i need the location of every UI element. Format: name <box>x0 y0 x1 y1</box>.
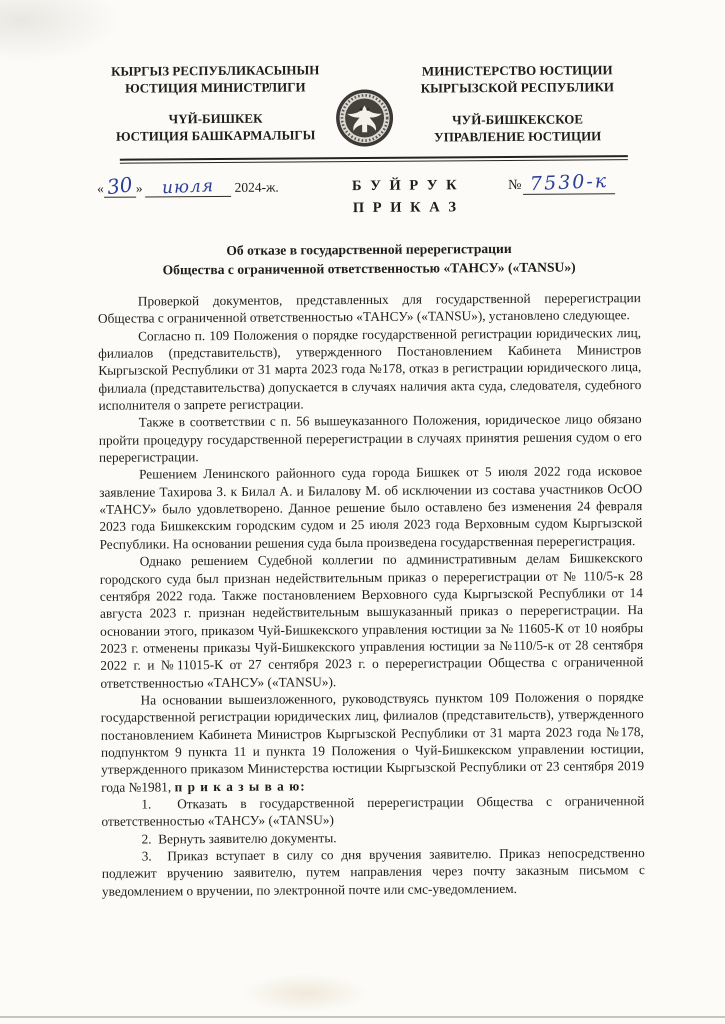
order-item-text: Приказ вступает в силу со дня вручения заявителю. Приказ непосредственно подлежит вручению заявителю, путем направления через почту заказным письмом с уведомлением о вручении, по электронной почте или смс-уведомлением. <box>101 845 645 899</box>
office-name-russian-line2: УПРАВЛЕНИЕ ЮСТИЦИИ <box>434 127 602 144</box>
order-item-text: Вернуть заявителю документы. <box>158 829 337 847</box>
date-year: 2024-ж. <box>234 179 279 195</box>
date-open-quote: « <box>97 180 104 196</box>
order-number-field <box>508 171 640 195</box>
paragraph: Также в соответствии с п. 56 вышеуказанного Положения, юридическое лицо обязано пройти процедуру государственной перерегистрации в случаях принятия решения судом о его перерегистрации. <box>98 411 642 465</box>
ministry-name-russian-line1: МИНИСТЕРСТВО ЮСТИЦИИ <box>421 62 613 79</box>
paragraph: Однако решением Судебной коллегии по административным делам Бишкекского городского суда был признан недействительным приказ о перерегистрации от № 110/5-к 28 сентября 2022 года. Также постановлением Верховного суда Кыргызской Республики от 14 августа 2023 г. признан недействительным вышуказанный приказ о перерегистрации. На основании этого, приказом Чуй-Бишкекского управления юстиции за № 11605-К от 10 ноябры 2023 г. отменены приказы Чуй-Бишкекского управления юстиции за №110/5-к от 28 сентября 2022 г. и №11015-К от 27 сентября 2023 г. о перерегистрации Общества с ограниченной ответственностью «ТАНСУ» («TANSU»). <box>99 550 644 691</box>
decree-text: На основании вышеизложенного, руководствуясь пунктом 109 Положения о порядке государственной регистрации юридических лиц, филиалов (представительств), утвержденного постановлением Кабинета Министров Кыргызской Республики от 31 марта 2023 года №178, подпунктом 9 пункта 11 и пункта 19 Положения о Чуй-Бишкекском управлении юстиции, утвержденного приказом Министерства юстиции Кыргызской Республики от 23 сентября 2019 года №1981, <box>100 688 645 795</box>
ministry-name-kyrgyz <box>96 62 334 97</box>
document-title-line2: Общества с ограниченной ответственностью «ТАНСУ» («TANSU») <box>162 259 576 277</box>
ministry-name-kyrgyz-line1: КЫРГЫЗ РЕСПУБЛИКАСЫНЫН <box>111 62 320 79</box>
ministry-name-russian <box>394 62 640 97</box>
letterhead-russian <box>394 60 641 146</box>
date-field <box>97 172 303 200</box>
date-close-quote: » <box>135 180 143 196</box>
office-name-kyrgyz <box>97 110 335 145</box>
document-body <box>98 289 645 900</box>
decree-command: п р и к а з ы в а ю: <box>174 778 306 794</box>
order-item <box>102 844 645 900</box>
date-day-handwritten: 30 <box>105 172 134 200</box>
ministry-name-russian-line2: КЫРГЫЗСКОЙ РЕСПУБЛИКИ <box>420 78 615 96</box>
letterhead-emblem-area <box>334 62 395 148</box>
order-item-number: 1. <box>141 796 152 812</box>
order-number-handwritten: 7530-к <box>529 169 609 196</box>
order-item-text: Отказать в государственной перерегистрации Общества с ограниченной ответственностью «ТАНСУ» («TANSU») <box>101 793 645 830</box>
office-name-kyrgyz-line2: ЮСТИЦИЯ БАШКАРМАЛЫГЫ <box>115 126 316 144</box>
office-name-kyrgyz-line1: ЧҮЙ-БИШКЕК <box>168 110 263 127</box>
paragraph: Проверкой документов, представленных для государственной перерегистрации Общества с ограниченной ответственностью «ТАНСУ» («TANSU»), установлено следующее. <box>97 290 641 327</box>
office-name-russian <box>395 111 641 146</box>
doc-type-heading <box>303 172 508 219</box>
paragraph: Согласно п. 109 Положения о порядке государственной регистрации юридических лиц, филиалов (представительств), утвержденного Постановлением Кабинета Министров Кыргызской Республики от 31 марта 2023 года №178, отказ в регистрации юридического лица, филиала (представительства) допускается в случаях наличия акта суда, следователя, судебного исполнителя о запрете регистрации. <box>98 324 642 413</box>
document-title-line1: Об отказе в государственной перерегистрации <box>226 240 512 258</box>
ministry-name-kyrgyz-line2: ЮСТИЦИЯ МИНИСТРЛИГИ <box>125 78 306 96</box>
office-name-russian-line1: ЧУЙ-БИШКЕКСКОЕ <box>452 111 584 128</box>
letterhead <box>96 60 640 150</box>
order-item-number: 2. <box>141 831 152 847</box>
date-day-slot <box>104 172 136 200</box>
order-item-number: 3. <box>141 848 152 864</box>
doc-type-russian: П Р И К А З <box>352 199 459 217</box>
letterhead-kyrgyz <box>96 62 335 145</box>
number-sign: № <box>507 177 522 193</box>
date-month-handwritten: июля <box>161 176 214 199</box>
date-month-slot <box>145 176 231 199</box>
order-meta-line <box>97 171 640 221</box>
letterhead-divider <box>120 155 628 164</box>
order-number-slot <box>523 169 615 196</box>
paragraph: Решением Ленинского районного суда города Бишкек от 5 июля 2022 года исковое заявление Тахирова З. к Билал А. и Билалову М. об исключении из состава участников ОсОО «ТАНСУ» было удовлетворено. Данное решение было оставлено без изменения 24 февраля 2023 года Бишкекским городским судом и 25 июля 2023 года Верховным судом Кыргызской Республики. На основании решения суда была произведена государственная перерегистрация. <box>99 463 643 552</box>
doc-type-kyrgyz: Б У Й Р У К <box>351 177 460 195</box>
state-seal-icon <box>334 88 394 148</box>
decree-paragraph <box>101 688 645 796</box>
document-title <box>97 239 640 280</box>
order-item <box>101 792 644 830</box>
